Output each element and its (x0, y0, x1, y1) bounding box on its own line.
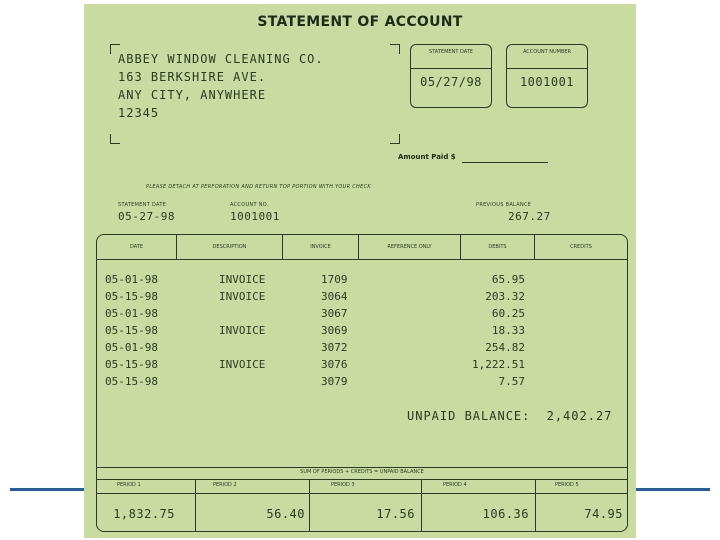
address-corner-tr (390, 44, 400, 54)
row-date: 05-15-98 (105, 290, 158, 303)
account-no-label: ACCOUNT NO. (230, 202, 269, 208)
unpaid-balance (407, 409, 612, 423)
header-credits: CREDITS (570, 244, 592, 250)
row-date: 05-15-98 (105, 375, 158, 388)
row-invoice: 3076 (321, 358, 348, 371)
row-description: INVOICE (219, 273, 266, 286)
row-date: 05-01-98 (105, 307, 158, 320)
previous-balance-label: PREVIOUS BALANCE (476, 202, 532, 208)
statement-date-box-value: 05/27/98 (420, 75, 482, 89)
summary-title: SUM OF PERIODS + CREDITS = UNPAID BALANCE (300, 469, 424, 475)
period-3-label: PERIOD 3 (331, 482, 355, 488)
statement-date-label: STATEMENT DATE (118, 202, 167, 208)
table-row (97, 375, 627, 389)
table-row (97, 290, 627, 304)
period-divider (195, 479, 196, 531)
statement-title: STATEMENT OF ACCOUNT (257, 14, 463, 30)
row-debit: 60.25 (491, 307, 525, 320)
period-3-value: 17.56 (376, 507, 415, 521)
address-corner-bl (110, 134, 120, 144)
amount-paid-label: Amount Paid $ (398, 153, 456, 161)
address-corner-br (390, 134, 400, 144)
row-date: 05-01-98 (105, 273, 158, 286)
row-date: 05-15-98 (105, 324, 158, 337)
statement-date-box-label: STATEMENT DATE (411, 45, 491, 69)
period-2-label: PERIOD 2 (213, 482, 237, 488)
period-1-label: PERIOD 1 (117, 482, 141, 488)
row-invoice: 3072 (321, 341, 348, 354)
table-row (97, 273, 627, 287)
mailing-address (118, 50, 324, 122)
period-divider (421, 479, 422, 531)
transactions-table (96, 234, 628, 532)
account-no-value: 1001001 (230, 210, 280, 223)
header-debits: DEBITS (461, 235, 535, 259)
summary-title-rule (97, 479, 627, 480)
row-debit: 7.57 (498, 375, 525, 388)
row-debit: 203.32 (485, 290, 525, 303)
unpaid-balance-value: 2,402.27 (546, 409, 613, 423)
row-description: INVOICE (219, 358, 266, 371)
period-5-value: 74.95 (584, 507, 623, 521)
period-5-label: PERIOD 5 (555, 482, 579, 488)
previous-balance-value: 267.27 (508, 210, 551, 223)
unpaid-balance-label: UNPAID BALANCE: (407, 409, 531, 423)
header-reference-only: REFERENCE ONLY (359, 235, 461, 259)
period-divider (309, 479, 310, 531)
row-debit: 1,222.51 (472, 358, 525, 371)
statement-document (84, 4, 636, 538)
statement-date-value: 05-27-98 (118, 210, 175, 223)
row-description: INVOICE (219, 290, 266, 303)
account-number-box-value: 1001001 (519, 75, 575, 89)
row-description: INVOICE (219, 324, 266, 337)
table-row (97, 307, 627, 321)
address-line-2: 163 BERKSHIRE AVE. (118, 70, 267, 84)
header-divider (97, 259, 627, 260)
row-invoice: 3069 (321, 324, 348, 337)
table-row (97, 324, 627, 338)
header-invoice: INVOICE (283, 235, 359, 259)
row-debit: 18.33 (491, 324, 525, 337)
period-divider (535, 479, 536, 531)
amount-paid-line (462, 162, 548, 163)
row-debit: 254.82 (485, 341, 525, 354)
statement-date-box (410, 44, 492, 108)
period-4-value: 106.36 (482, 507, 529, 521)
address-line-3: ANY CITY, ANYWHERE (118, 88, 267, 102)
row-invoice: 3064 (321, 290, 348, 303)
row-debit: 65.95 (491, 273, 525, 286)
period-1-value: 1,832.75 (113, 507, 175, 521)
row-invoice: 3079 (321, 375, 348, 388)
row-date: 05-01-98 (105, 341, 158, 354)
account-number-box (506, 44, 588, 108)
period-2-value: 56.40 (266, 507, 305, 521)
table-row (97, 341, 627, 355)
header-date: DATE (97, 235, 177, 259)
account-number-box-label: ACCOUNT NUMBER (507, 45, 587, 69)
address-line-4: 12345 (118, 106, 160, 120)
header-description: DESCRIPTION (177, 235, 283, 259)
summary-top-rule (97, 467, 627, 468)
row-invoice: 1709 (321, 273, 348, 286)
period-4-label: PERIOD 4 (443, 482, 467, 488)
row-date: 05-15-98 (105, 358, 158, 371)
table-row (97, 358, 627, 372)
row-invoice: 3067 (321, 307, 348, 320)
detach-note: PLEASE DETACH AT PERFORATION AND RETURN TOP PORTION WITH YOUR CHECK (146, 184, 371, 190)
period-label-rule (97, 493, 627, 494)
address-line-1: ABBEY WINDOW CLEANING CO. (118, 52, 324, 66)
